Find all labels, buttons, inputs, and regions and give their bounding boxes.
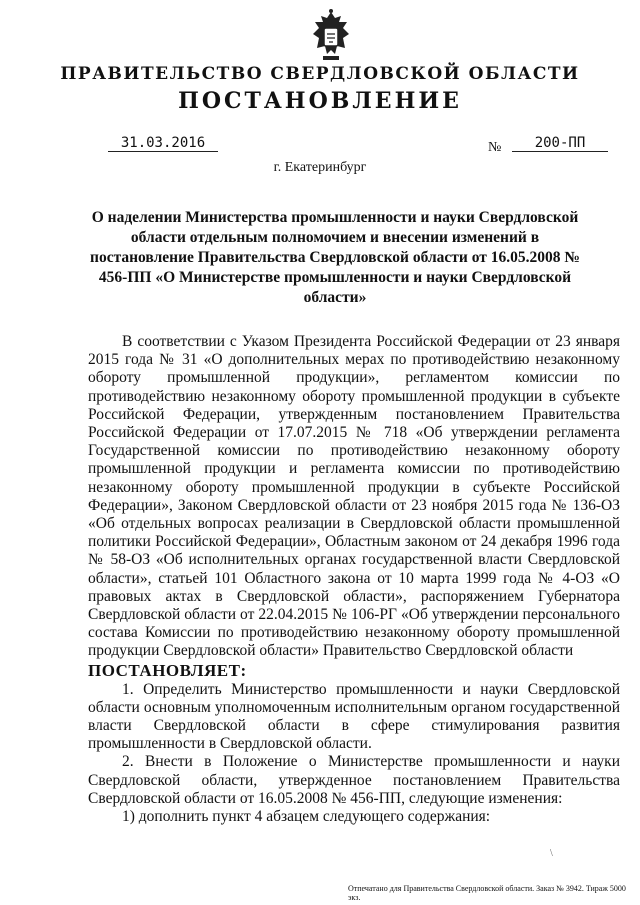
resolves-heading: ПОСТАНОВЛЯЕТ:: [88, 660, 247, 680]
number-sign: №: [488, 140, 502, 155]
coat-of-arms-icon: [307, 8, 355, 64]
document-number: 200-ПП: [512, 135, 608, 152]
document-date: 31.03.2016: [108, 135, 218, 152]
item-2-1-paragraph: 1) дополнить пункт 4 абзацем следующего содержания:: [122, 808, 491, 826]
item-1-paragraph: 1. Определить Министерство промышленности и науки Свердловской области основным уполномоченным исполнительным органом государственной власти Свердловской области в сфере стимулирования развития промышленности в Свердловской области.: [88, 680, 620, 753]
document-body: [88, 333, 620, 826]
government-title: ПРАВИТЕЛЬСТВО СВЕРДЛОВСКОЙ ОБЛАСТИ: [60, 64, 580, 84]
print-note: Отпечатано для Правительства Свердловской области. Заказ № 3942. Тираж 5000 экз.: [348, 884, 626, 902]
preamble-paragraph: В соответствии с Указом Президента Российской Федерации от 23 января 2015 года № 31 «О дополнительных мерах по противодействию незаконному обороту промышленной продукции», регламентом комиссии по противодействию незаконному обороту промышленной продукции в субъекте Российской Федерации, утвержденным постановлением Правительства Российской Федерации от 17.07.2015 № 718 «Об утверждении регламента Государственной комиссии по противодействию незаконному обороту промышленной продукции и регламента комиссии по противодействию незаконному обороту промышленной продукции в субъекте Российской Федерации», Законом Свердловской области от 23 ноября 2015 года № 136-ОЗ «Об отдельных вопросах реализации в Свердловской области промышленной политики Российской Федерации», Областным законом от 24 декабря 1996 года № 58-ОЗ «Об исполнительных органах государственной власти Свердловской области», статьей 101 Областного закона от 10 марта 1999 года № 4-ОЗ «О правовых актах в Свердловской области», распоряжением Губернатора Свердловской области от 22.04.2015 № 106-РГ «Об утверждении персонального состава Комиссии по противодействию незаконному обороту промышленной продукции Свердловской области» Правительство Свердловской области: [88, 333, 620, 660]
scan-mark-icon: \: [550, 848, 553, 859]
item-2-paragraph: 2. Внести в Положение о Министерстве промышленности и науки Свердловской области, утвержденное постановлением Правительства Свердловской области от 16.05.2008 № 456-ПП, следующие изменения:: [88, 753, 620, 807]
document-type: ПОСТАНОВЛЕНИЕ: [178, 88, 462, 114]
city-label: г. Екатеринбург: [273, 160, 367, 175]
document-title: О наделении Министерства промышленности и науки Свердловской области отдельным полномочием и внесении изменений в постановление Правительства Свердловской области от 16.05.2008 № 456-ПП «О Министерстве промышленности и науки Свердловской области»: [90, 209, 580, 306]
